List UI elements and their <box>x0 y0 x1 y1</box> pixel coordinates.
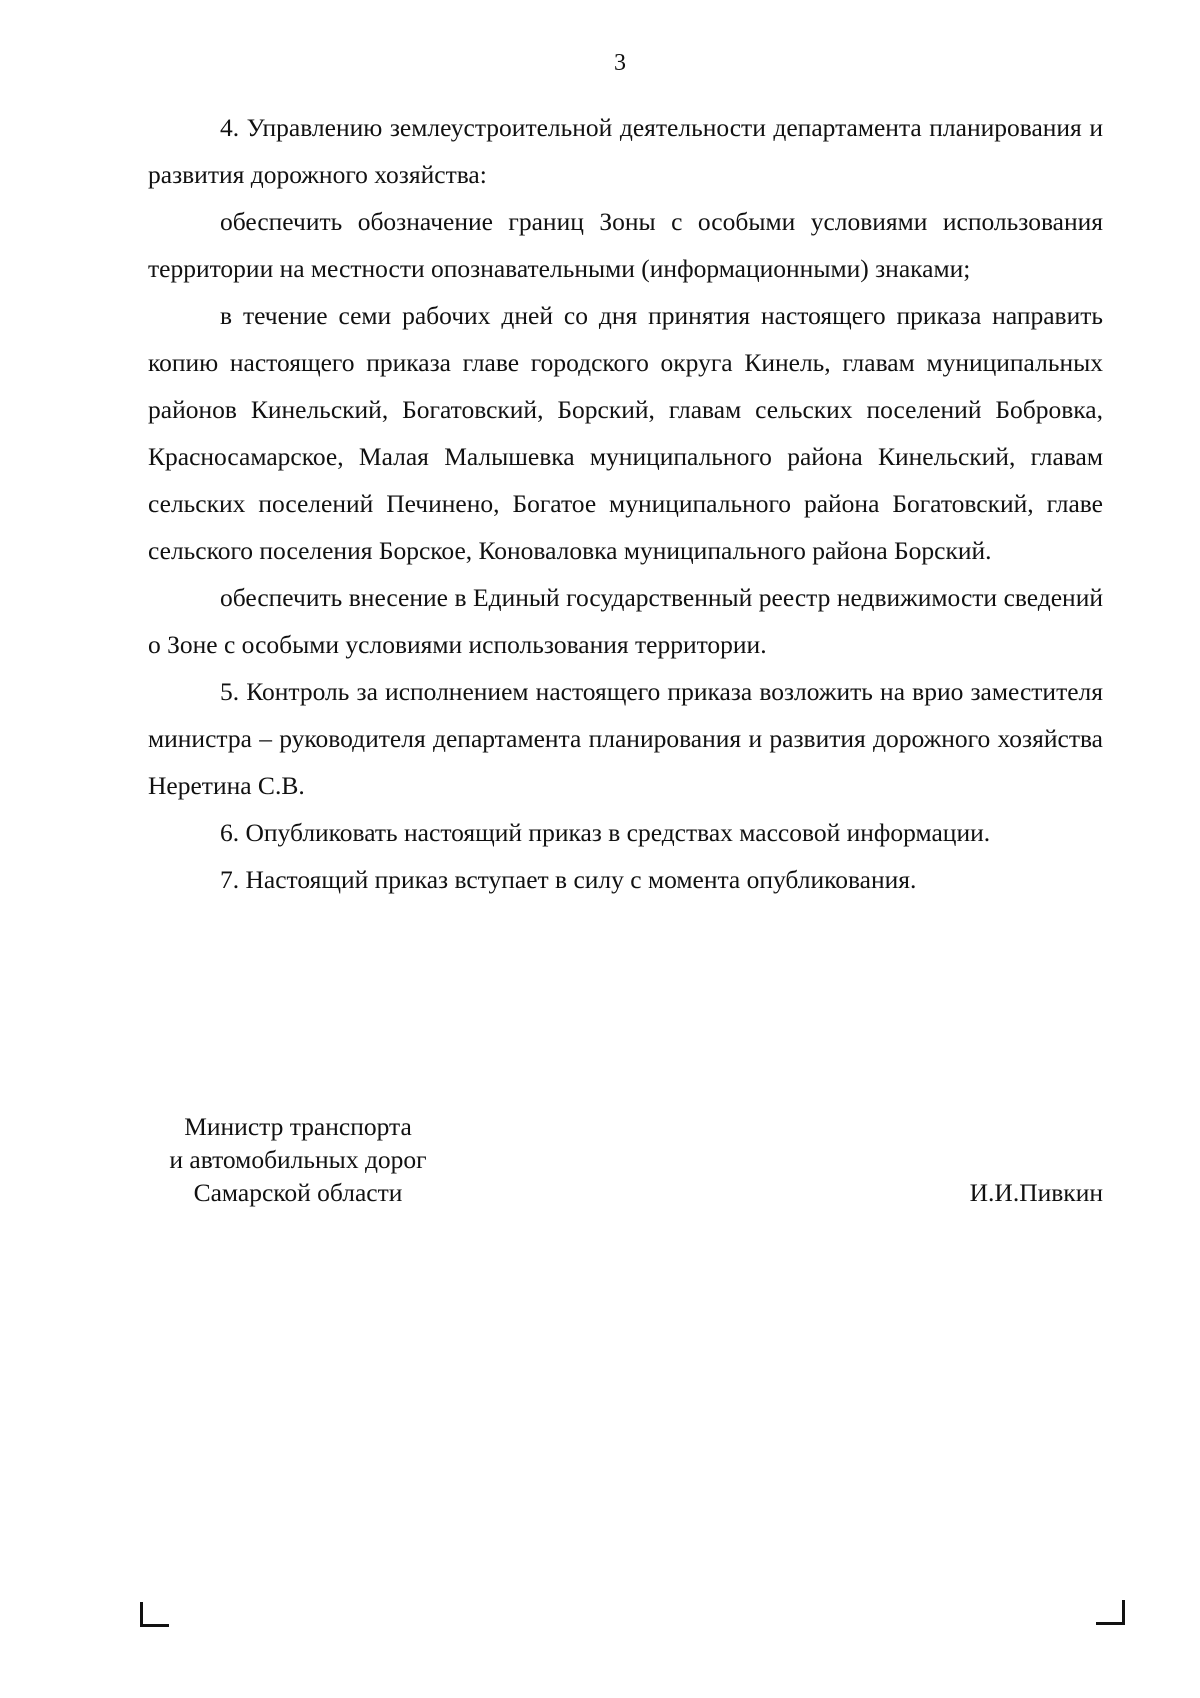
paragraph-send-copies: в течение семи рабочих дней со дня принятия настоящего приказа направить копию настоящего приказа главе городского округа Кинель, главам муниципальных районов Кинельский, Богатовский, Борский, главам сельских поселений Бобровка, Красносамарское, Малая Малышевка муниципального района Кинельский, главам сельских поселений Печинено, Богатое муниципального района Богатовский, главе сельского поселения Борское, Коноваловка муниципального района Борский. <box>148 301 1103 565</box>
paragraph-register-entry: обеспечить внесение в Единый государственный реестр недвижимости сведений о Зоне с особыми условиями использования территории. <box>148 583 1103 659</box>
paragraph-mark-boundaries: обеспечить обозначение границ Зоны с особыми условиями использования территории на местности опознавательными (информационными) знаками; <box>148 207 1103 283</box>
signatory-title <box>148 1110 448 1209</box>
document-body <box>148 104 1103 903</box>
crop-mark-bottom-left <box>140 1602 169 1627</box>
paragraph-item-4: 4. Управлению землеустроительной деятельности департамента планирования и развития дорожного хозяйства: <box>148 113 1103 189</box>
signatory-title-line: и автомобильных дорог <box>169 1145 427 1174</box>
signatory-title-line: Министр транспорта <box>184 1112 412 1141</box>
paragraph-item-6-publish: 6. Опубликовать настоящий приказ в средствах массовой информации. <box>220 818 991 847</box>
signatory-name: И.И.Пивкин <box>969 1178 1103 1207</box>
paragraph-item-5-control: 5. Контроль за исполнением настоящего приказа возложить на врио заместителя министра – руководителя департамента планирования и развития дорожного хозяйства Неретина С.В. <box>148 677 1103 800</box>
crop-mark-bottom-right <box>1096 1600 1125 1625</box>
signatory-title-line: Самарской области <box>193 1178 403 1207</box>
paragraph-item-7-effect: 7. Настоящий приказ вступает в силу с момента опубликования. <box>220 865 917 894</box>
page-number: 3 <box>614 50 626 76</box>
